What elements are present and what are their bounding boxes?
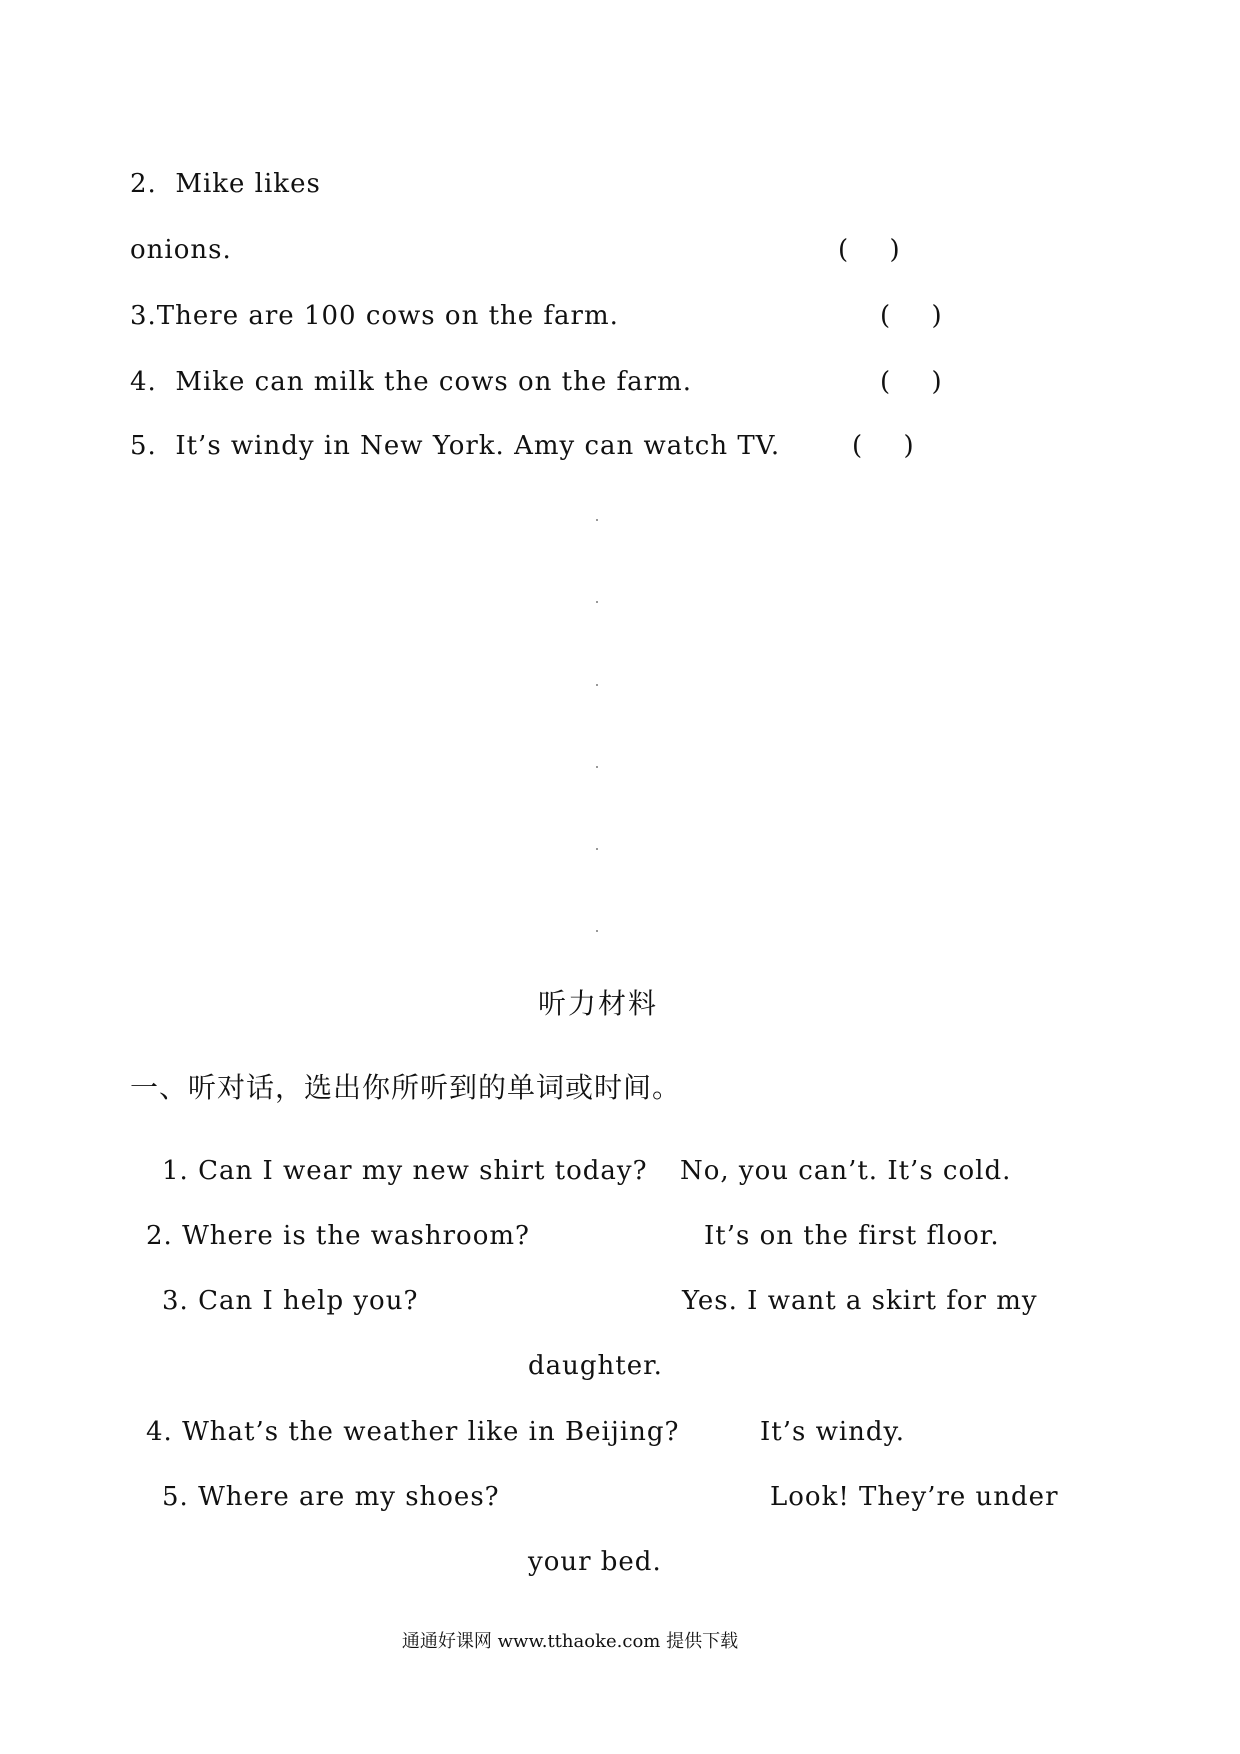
dialog-5-answer-cont: your bed.	[528, 1547, 662, 1577]
dialog-2-answer: It’s on the first floor.	[704, 1221, 1000, 1251]
answer-blank-q2[interactable]: ( )	[838, 235, 900, 265]
divider-dot	[596, 848, 598, 850]
dialog-4-answer: It’s windy.	[760, 1417, 906, 1447]
q3-text: 3.There are 100 cows on the farm.	[130, 301, 619, 331]
divider-dot	[596, 766, 598, 768]
answer-blank-q5[interactable]: ( )	[852, 431, 914, 461]
divider-dot	[596, 684, 598, 686]
divider-dot	[596, 930, 598, 932]
q2-line1: 2. Mike likes	[130, 169, 321, 199]
footer-credit: 通通好课网 www.tthaoke.com 提供下载	[401, 1631, 739, 1652]
dialog-1-answer: No, you can’t. It’s cold.	[680, 1156, 1012, 1186]
dialog-3-question: 3. Can I help you?	[162, 1286, 419, 1316]
answer-blank-q3[interactable]: ( )	[880, 301, 942, 331]
q2-line2: onions.	[130, 235, 232, 265]
dialog-3-answer: Yes. I want a skirt for my	[682, 1286, 1038, 1316]
q4-text: 4. Mike can milk the cows on the farm.	[130, 367, 692, 397]
dialog-2-question: 2. Where is the washroom?	[146, 1221, 530, 1251]
dialog-1-question: 1. Can I wear my new shirt today?	[162, 1156, 648, 1186]
q5-text: 5. It’s windy in New York. Amy can watch TV.	[130, 431, 781, 461]
dialog-3-answer-cont: daughter.	[528, 1351, 663, 1381]
dialog-4-question: 4. What’s the weather like in Beijing?	[146, 1417, 680, 1447]
dialog-5-question: 5. Where are my shoes?	[162, 1482, 500, 1512]
divider-dot	[596, 519, 598, 521]
section-heading-1: 一、听对话，选出你所听到的单词或时间。	[130, 1071, 682, 1104]
divider-dot	[596, 601, 598, 603]
dialog-5-answer: Look! They’re under	[770, 1482, 1059, 1512]
section-title: 听力材料	[537, 987, 658, 1020]
answer-blank-q4[interactable]: ( )	[880, 367, 942, 397]
